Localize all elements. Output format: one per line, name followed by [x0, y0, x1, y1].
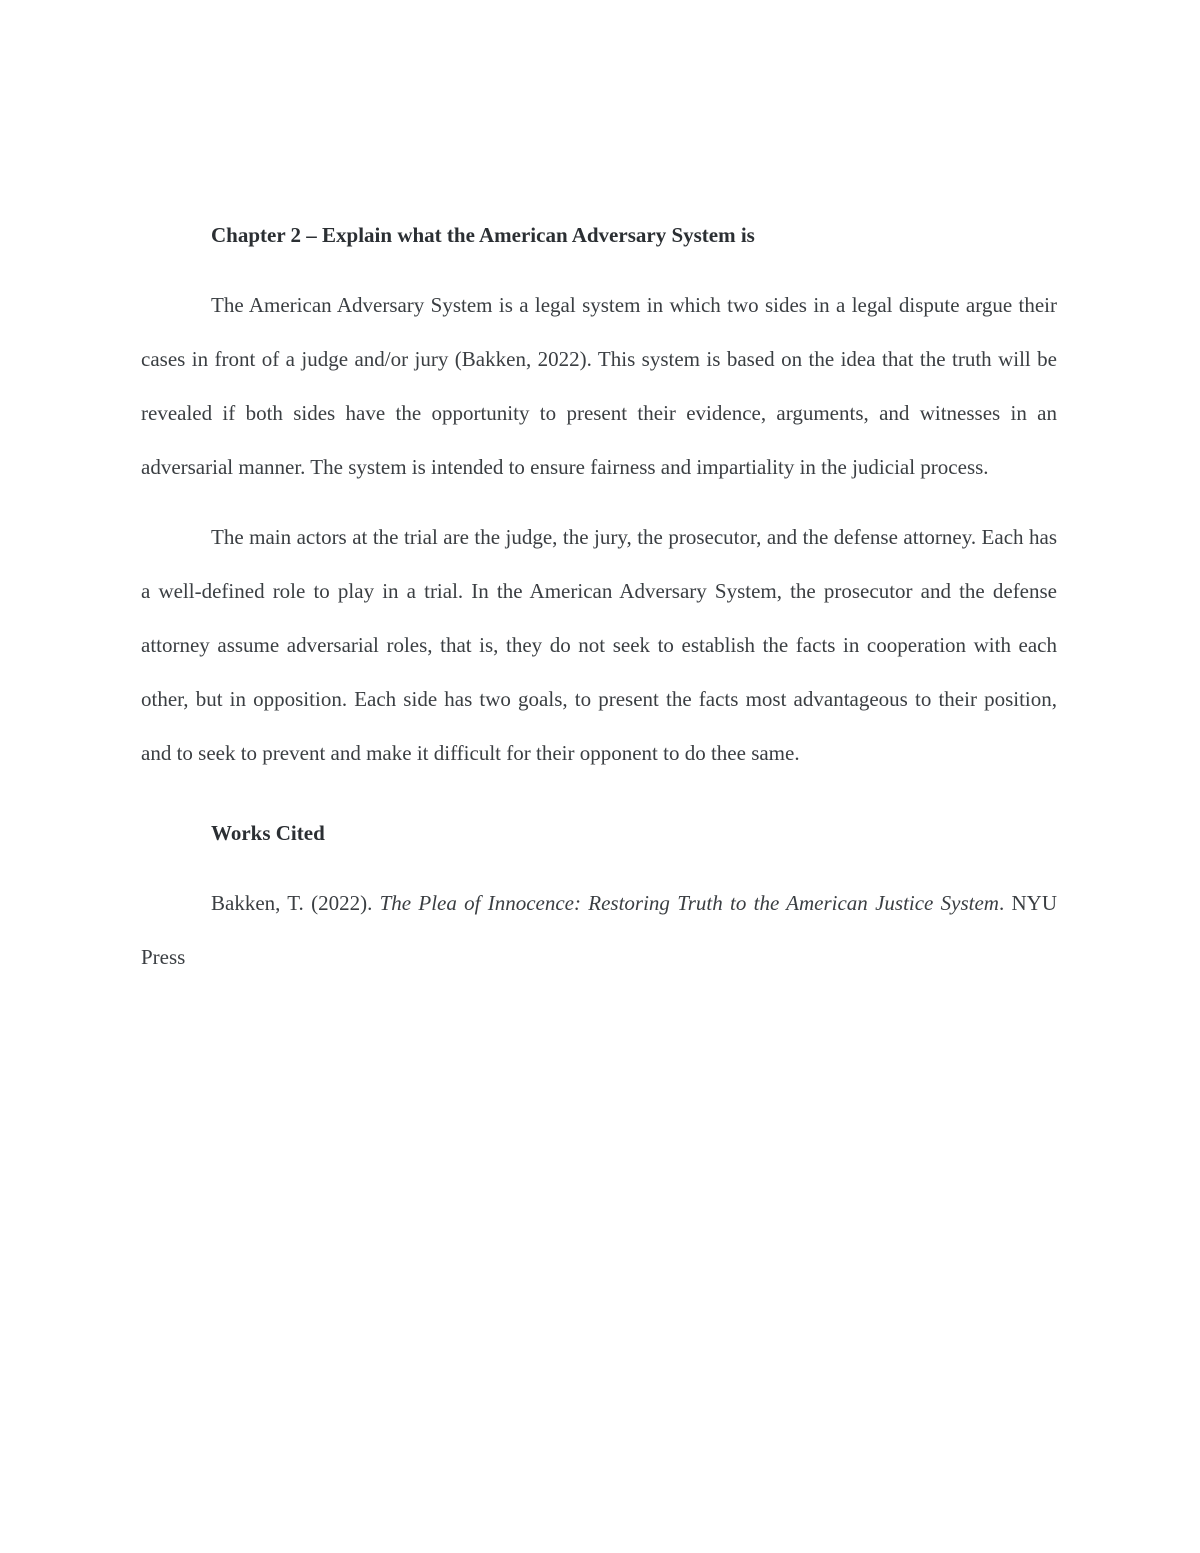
citation-entry — [141, 876, 1057, 984]
chapter-heading: Chapter 2 – Explain what the American Adversary System is — [211, 223, 755, 247]
works-cited-heading: Works Cited — [211, 821, 325, 845]
citation-author-year: Bakken, T. (2022). — [211, 891, 380, 915]
document-body — [141, 212, 1057, 984]
paragraph-1: The American Adversary System is a legal system in which two sides in a legal dispute argue their cases in front of a judge and/or jury (Bakken, 2022). This system is based on the idea that the truth will be revealed if both sides have the opportunity to present their evidence, arguments, and witnesses in an adversarial manner. The system is intended to ensure fairness and impartiality in the judicial process. — [141, 293, 1057, 479]
citation-publisher: . NYU Press — [141, 891, 1057, 969]
citation-title: The Plea of Innocence: Restoring Truth to the American Justice System — [379, 891, 999, 915]
paragraph-2: The main actors at the trial are the judge, the jury, the prosecutor, and the defense attorney. Each has a well-defined role to play in a trial. In the American Adversary System, the prosecutor and the defense attorney assume adversarial roles, that is, they do not seek to establish the facts in cooperation with each other, but in opposition. Each side has two goals, to present the facts most advantageous to their position, and to seek to prevent and make it difficult for their opponent to do thee same. — [141, 525, 1057, 765]
